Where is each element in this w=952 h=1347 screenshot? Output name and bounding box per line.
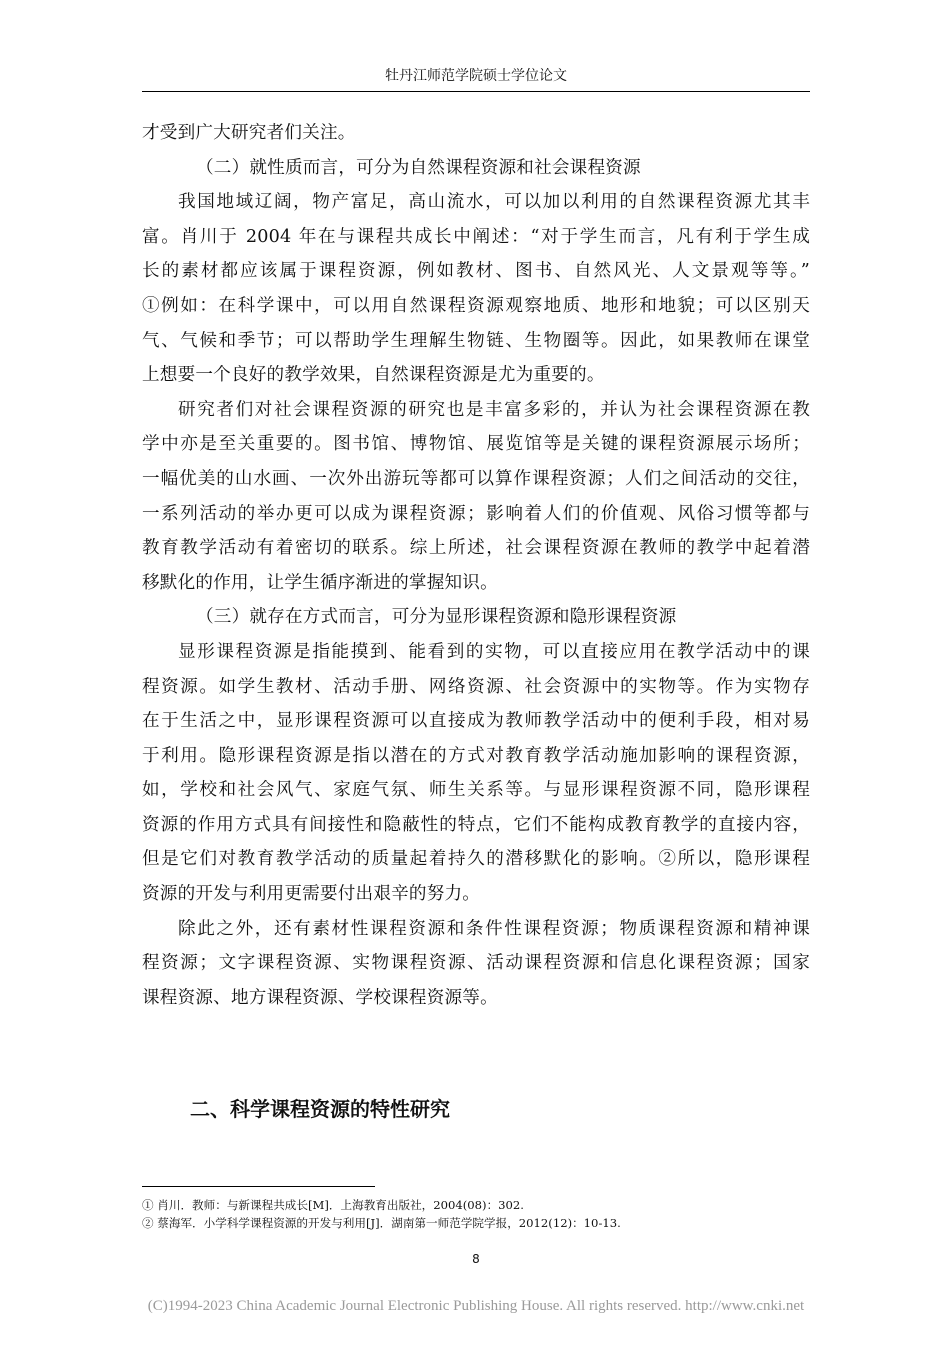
text-line: 程资源；文字课程资源、实物课程资源、活动课程资源和信息化课程资源；国家 [142, 953, 810, 974]
text-line: 课程资源、地方课程资源、学校课程资源等。 [142, 987, 498, 1008]
section-heading: 二、科学课程资源的特性研究 [190, 1097, 450, 1121]
text-line: 除此之外，还有素材性课程资源和条件性课程资源；物质课程资源和精神课 [178, 918, 810, 939]
text-line: 一幅优美的山水画、一次外出游玩等都可以算作课程资源；人们之间活动的交往， [142, 468, 810, 489]
text-line: 才受到广大研究者们关注。 [142, 123, 356, 143]
text-line: 富。肖川于 2004 年在与课程共成长中阐述：“对于学生而言，凡有利于学生成 [142, 226, 810, 247]
body-text [142, 116, 810, 1015]
text-line: ①例如：在科学课中，可以用自然课程资源观察地质、地形和地貌；可以区别天 [142, 295, 810, 316]
text-line: 在于生活之中，显形课程资源可以直接成为教师教学活动中的便利手段，相对易 [142, 711, 810, 732]
subheading: （三）就存在方式而言，可分为显形课程资源和隐形课程资源 [196, 607, 677, 628]
copyright-notice: (C)1994-2023 China Academic Journal Electronic Publishing House. All rights reserved. http://www.cnki.net [147, 1298, 805, 1314]
text-line: 气、气候和季节；可以帮助学生理解生物链、生物圈等。因此，如果教师在课堂 [142, 330, 810, 351]
text-line: 教育教学活动有着密切的联系。综上所述，社会课程资源在教师的教学中起着潜 [142, 538, 810, 559]
text-line: 研究者们对社会课程资源的研究也是丰富多彩的，并认为社会课程资源在教 [178, 399, 810, 420]
text-line: 长的素材都应该属于课程资源，例如教材、图书、自然风光、人文景观等等。” [142, 261, 810, 282]
text-line: 资源的开发与利用更需要付出艰辛的努力。 [142, 884, 481, 905]
text-line: 但是它们对教育教学活动的质量起着持久的潜移默化的影响。②所以，隐形课程 [142, 849, 810, 870]
text-line: 学中亦是至关重要的。图书馆、博物馆、展览馆等是关键的课程资源展示场所； [142, 434, 810, 455]
text-line: 程资源。如学生教材、活动手册、网络资源、社会资源中的实物等。作为实物存 [142, 676, 810, 697]
footnote-2: ② 蔡海军．小学科学课程资源的开发与利用[J]．湖南第一师范学院学报，2012(12)：10-13. [142, 1216, 621, 1230]
text-line: 显形课程资源是指能摸到、能看到的实物，可以直接应用在教学活动中的课 [178, 641, 810, 662]
text-line: 移默化的作用，让学生循序渐进的掌握知识。 [142, 572, 498, 593]
footnote-1: ① 肖川．教师：与新课程共成长[M]．上海教育出版社，2004(08)：302. [142, 1198, 524, 1212]
text-line: 如，学校和社会风气、家庭气氛、师生关系等。与显形课程资源不同，隐形课程 [142, 780, 810, 801]
subheading: （二）就性质而言，可分为自然课程资源和社会课程资源 [196, 157, 641, 178]
text-line: 我国地域辽阔，物产富足，高山流水，可以加以利用的自然课程资源尤其丰 [178, 192, 810, 213]
running-header: 牡丹江师范学院硕士学位论文 [385, 68, 567, 84]
text-line: 资源的作用方式具有间接性和隐蔽性的特点，它们不能构成教育教学的直接内容， [142, 814, 810, 835]
text-line: 上想要一个良好的教学效果，自然课程资源是尤为重要的。 [142, 365, 605, 386]
text-line: 一系列活动的举办更可以成为课程资源；影响着人们的价值观、风俗习惯等都与 [142, 503, 810, 524]
text-line: 于利用。隐形课程资源是指以潜在的方式对教育教学活动施加影响的课程资源， [142, 745, 810, 766]
header-rule [142, 91, 810, 92]
footnote-rule [142, 1186, 375, 1187]
page-number: 8 [472, 1252, 480, 1266]
